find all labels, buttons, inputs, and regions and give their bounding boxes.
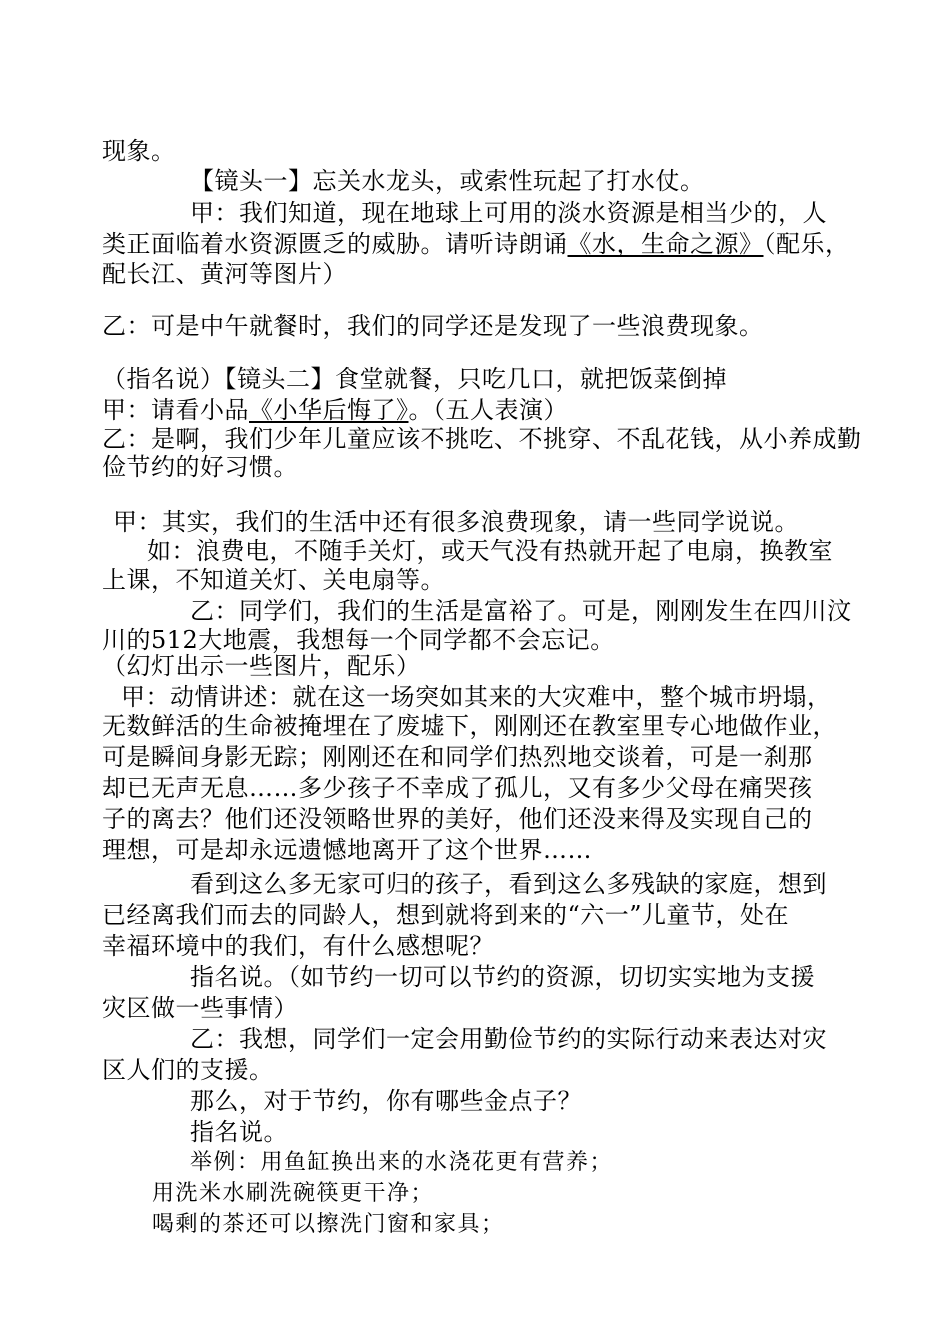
- text-line: 甲：动情讲述：就在这一场突如其来的大灾难中，整个城市坍塌，: [121, 683, 832, 711]
- text-line: 已经离我们而去的同龄人，想到就将到来的“六一”儿童节，处在: [102, 901, 790, 929]
- text-line: 甲：我们知道，现在地球上可用的淡水资源是相当少的，人: [190, 199, 827, 227]
- text-line: 看到这么多无家可归的孩子，看到这么多残缺的家庭，想到: [190, 870, 827, 898]
- text-line: 【镜头一】忘关水龙头，或索性玩起了打水仗。: [190, 167, 705, 195]
- skit-title: 《小华后悔了》: [249, 396, 409, 424]
- text-line: 却已无声无息……多少孩子不幸成了孤儿，又有多少父母在痛哭孩: [102, 774, 813, 802]
- text-segment: 。（五人表演）: [408, 396, 568, 424]
- text-line: 幸福环境中的我们，有什么感想呢？: [102, 932, 494, 960]
- text-line: 喝剩的茶还可以擦洗门窗和家具；: [152, 1212, 505, 1237]
- text-line: 那么，对于节约，你有哪些金点子？: [190, 1087, 582, 1115]
- text-line: 乙：同学们，我们的生活是富裕了。可是，刚刚发生在四川汶: [190, 597, 852, 625]
- text-line: 如：浪费电，不随手关灯，或天气没有热就开起了电扇，换教室: [147, 537, 833, 565]
- text-line: 指名说。: [190, 1118, 288, 1146]
- text-line: 举例：用鱼缸换出来的水浇花更有营养；: [190, 1150, 614, 1175]
- text-segment: 甲：请看小品: [102, 396, 249, 424]
- text-line: 可是瞬间身影无踪；刚刚还在和同学们热烈地交谈着，可是一刹那: [102, 743, 813, 771]
- text-line: 无数鲜活的生命被掩埋在了废墟下，刚刚还在教室里专心地做作业，: [102, 712, 837, 740]
- text-line: 配长江、黄河等图片）: [102, 260, 347, 288]
- text-line: 区人们的支援。: [102, 1056, 274, 1084]
- text-line: （指名说）【镜头二】食堂就餐，只吃几口，就把饭菜倒掉: [102, 365, 727, 393]
- text-line: 乙：是啊，我们少年儿童应该不挑吃、不挑穿、不乱花钱，从小养成勤: [102, 425, 862, 453]
- text-line: [102, 395, 568, 425]
- text-line: 理想，可是却永远遗憾地离开了这个世界……: [102, 836, 592, 864]
- text-segment: 类正面临着水资源匮乏的威胁。请听诗朗诵: [102, 230, 568, 258]
- text-line: 灾区做一些事情）: [102, 994, 298, 1022]
- poem-title: 《水，生命之源》: [567, 230, 764, 258]
- text-line: [102, 229, 850, 259]
- text-segment: （配乐，: [763, 230, 850, 258]
- text-line: 乙：我想，同学们一定会用勤俭节约的实际行动来表达对灾: [190, 1025, 827, 1053]
- text-line: 用洗米水刷洗碗筷更干净；: [152, 1181, 435, 1206]
- text-line: 指名说。（如节约一切可以节约的资源，切切实实地为支援: [190, 963, 815, 991]
- text-line: 俭节约的好习惯。: [102, 453, 298, 481]
- text-line: （幻灯出示一些图片，配乐）: [102, 652, 421, 680]
- text-line: 川的512大地震，我想每一个同学都不会忘记。: [102, 626, 615, 654]
- text-line: 甲：其实，我们的生活中还有很多浪费现象，请一些同学说说。: [113, 508, 799, 536]
- text-line: 现象。: [102, 137, 176, 165]
- text-line: 子的离去？他们还没领略世界的美好，他们还没来得及实现自己的: [102, 805, 813, 833]
- text-line: 上课，不知道关灯、关电扇等。: [102, 566, 445, 594]
- text-line: 乙：可是中午就餐时，我们的同学还是发现了一些浪费现象。: [102, 312, 764, 340]
